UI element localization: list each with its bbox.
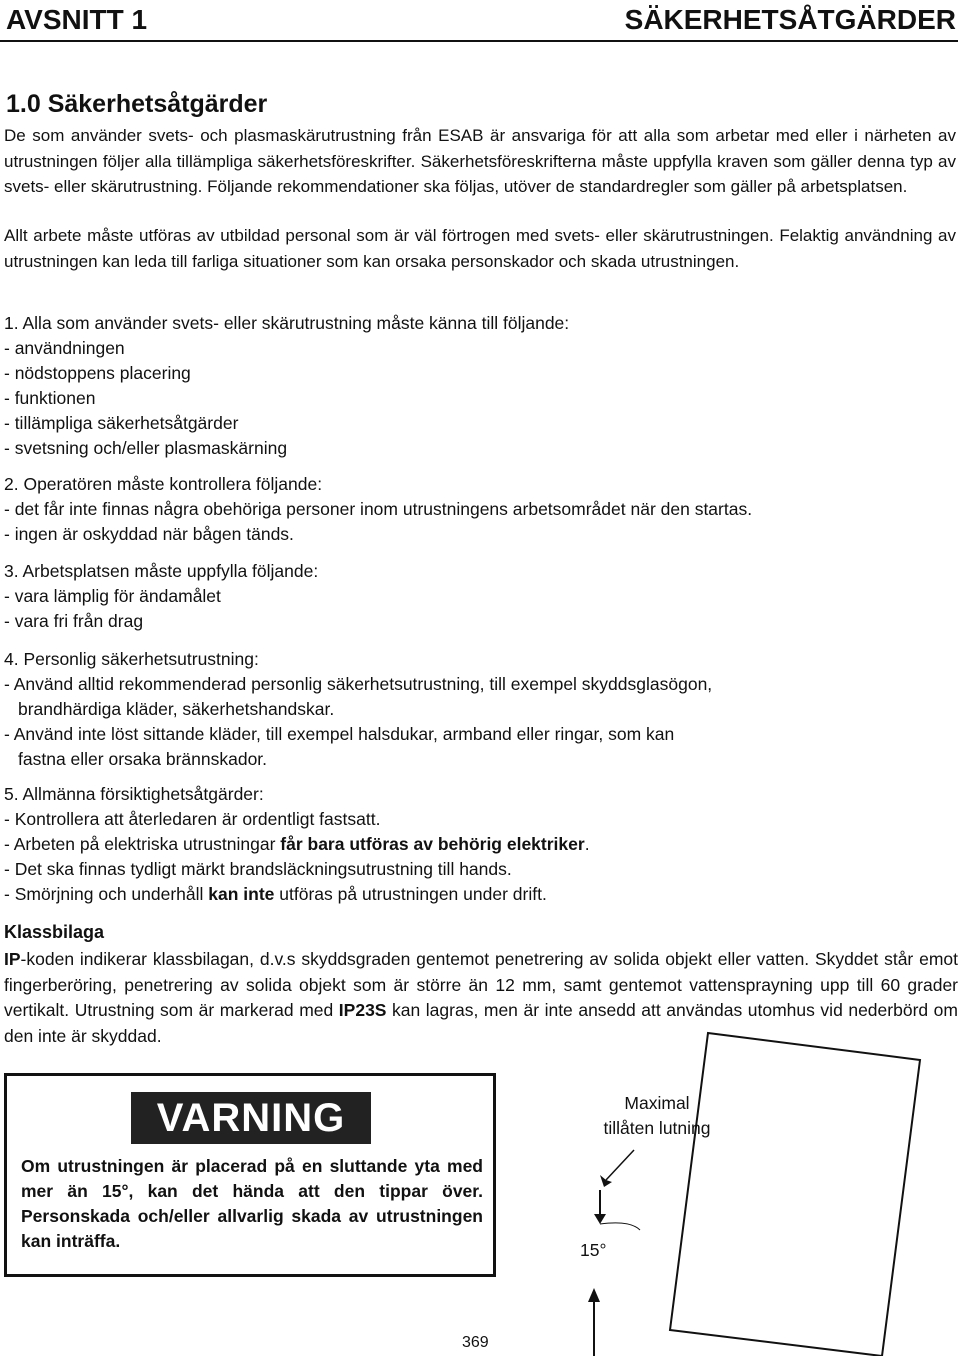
upper-arrow-head (594, 1214, 606, 1224)
klassbilaga-title: Klassbilaga (4, 922, 105, 942)
lower-arrow-head (588, 1288, 600, 1302)
page-header (0, 0, 960, 44)
list-item-3: 3. Arbetsplatsen måste uppfylla följande: - vara lämplig för ändamålet - vara fri från drag (4, 561, 319, 631)
list-item-4: 4. Personlig säkerhetsutrustning: - Använd alltid rekommenderad personlig säkerhetsutrustning, till exempel skyddsglasögon, brandhärdiga kläder, säkerhetshandskar. - Använd inte löst sittande kläder, till exempel halsdukar, armband eller ringar, som kan fastna eller orsaka brännskador. (4, 649, 713, 769)
section-label: AVSNITT 1 (6, 4, 148, 35)
warning-box (4, 1073, 496, 1277)
intro-paragraph-1: De som använder svets- och plasmaskärutrustning från ESAB är ansvariga för att alla som arbetar med eller i närheten av utrustningen följer alla tillämpliga säkerhetsföreskrifter. Säkerhetsföreskrifterna måste uppfylla kraven som gäller denna typ av svets- eller skärutrustning. Följande rekommendationer ska följas, utöver de standardregler som gäller på arbetsplatsen. (4, 126, 956, 196)
page-number: 369 (462, 1334, 489, 1351)
angle-arc (600, 1223, 640, 1230)
tilt-diagram-svg (560, 1030, 960, 1356)
warning-label: VARNING (131, 1092, 371, 1144)
list-item-2: 2. Operatören måste kontrollera följande: - det får inte finnas några obehöriga personer inom utrustningens arbetsområdet när den startas. - ingen är oskyddad när bågen tänds. (4, 474, 753, 544)
list-item-1: 1. Alla som använder svets- eller skärutrustning måste känna till följande: - användningen - nödstoppens placering - funktionen - tillämpliga säkerhetsåtgärder - svetsning och/eller plasmaskärning (4, 313, 570, 458)
pointer-line (606, 1150, 634, 1180)
figure-label: Maximal tillåten lutning (603, 1093, 711, 1138)
section-title: 1.0 Säkerhetsåtgärder (6, 90, 268, 118)
klassbilaga-text: IP-koden indikerar klassbilagan, d.v.s skyddsgraden gentemot penetrering av solida objekt eller vatten. Skyddet står emot fingerberöring, penetrering av solida objekt som är större än 12 mm, samt gentemot vattensprayning upp till 60 grader vertikalt. Utrustning som är markerad med IP23S kan lagras, men är inte ansedd att användas utomhus vid nederbörd om den inte är skyddad. (4, 949, 958, 1046)
tilt-diagram (560, 1030, 960, 1356)
pointer-arrowhead (600, 1175, 612, 1187)
list-item-5: 5. Allmänna försiktighetsåtgärder: - Kontrollera att återledaren är ordentligt fastsatt. - Arbeten på elektriska utrustningar får bara utföras av behörig elektriker. - Det ska finnas tydligt märkt brandsläckningsutrustning till hands. - Smörjning och underhåll kan inte utföras på utrustningen under drift. (4, 784, 590, 904)
angle-label: 15° (580, 1240, 607, 1260)
tilted-box (670, 1033, 920, 1356)
intro-paragraph-2: Allt arbete måste utföras av utbildad personal som är väl förtrogen med svets- eller skärutrustningen. Felaktig användning av utrustningen kan leda till farliga situationer som kan orsaka personskador och skada utrustningen. (4, 226, 956, 271)
header-rule (0, 40, 958, 42)
warning-text: Om utrustningen är placerad på en sluttande yta med mer än 15°, kan det hända att den tippar över. Personskada och/eller allvarlig skada av utrustningen kan inträffa. (21, 1156, 483, 1251)
section-heading: SÄKERHETSÅTGÄRDER (624, 4, 956, 35)
